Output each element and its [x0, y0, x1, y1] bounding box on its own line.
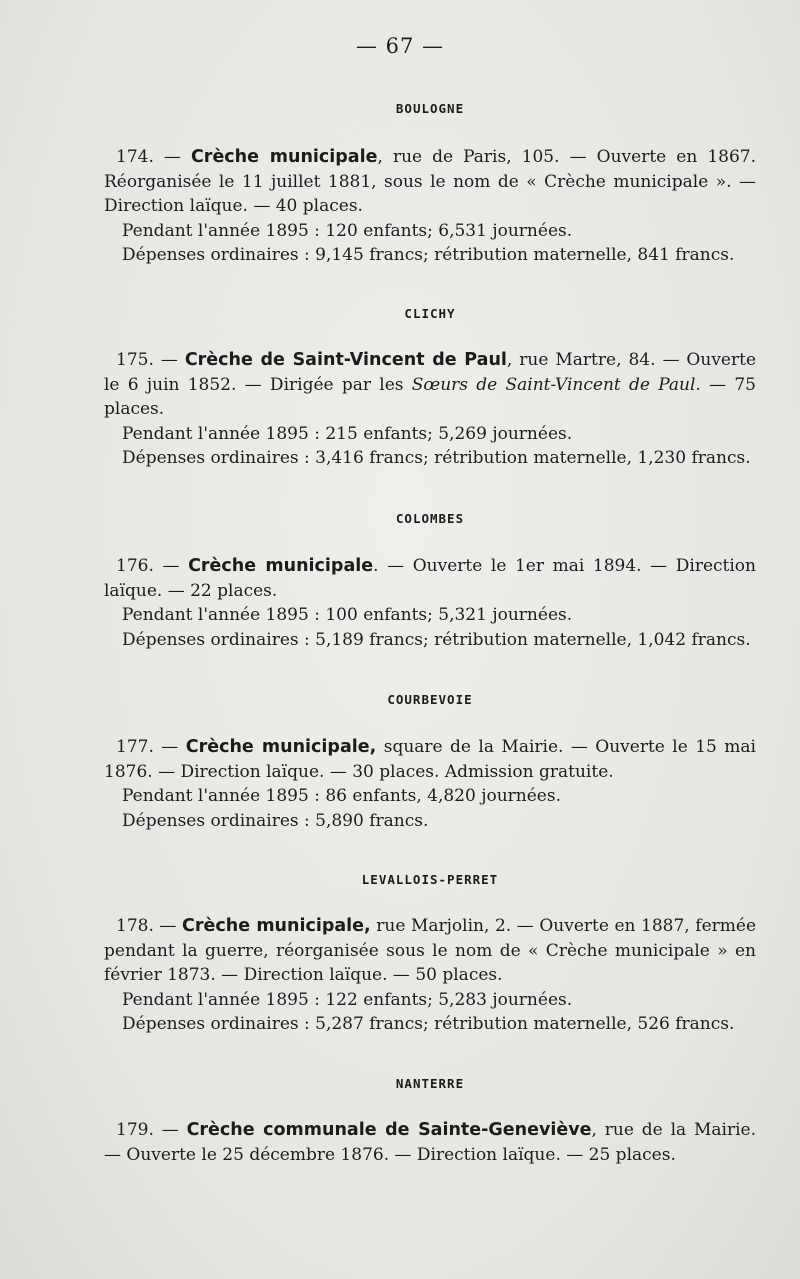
- entry-175-text-end: — 75 places.: [104, 374, 756, 419]
- entry-176-text: . — Ouverte le 1er mai 1894. — Direction laïque. — 22 places.: [104, 556, 756, 601]
- entry-175-text: , rue Martre, 84. — Ouverte le 6 juin 1852. — Dirigée par les: [104, 350, 757, 395]
- section-title-boulogne: BOULOGNE: [395, 101, 465, 116]
- entry-179-name: Crèche communale de Sainte-Geneviève: [186, 1120, 592, 1140]
- section-title-courbevoie: COURBEVOIE: [387, 692, 473, 707]
- entry-175-name: Crèche de Saint-Vincent de Paul: [184, 350, 507, 370]
- entry-179-description: [104, 1118, 756, 1167]
- entry-178-stat-attendance: Pendant l'année 1895 : 122 enfants; 5,283 journées.: [122, 989, 573, 1010]
- entry-178-name: Crèche municipale,: [182, 916, 371, 936]
- entry-174-stat-attendance: Pendant l'année 1895 : 120 enfants; 6,531 journées.: [122, 220, 573, 241]
- entry-177-name: Crèche municipale,: [185, 737, 377, 757]
- entry-175-stat-expenses: Dépenses ordinaires : 3,416 francs; rétribution maternelle, 1,230 francs.: [122, 448, 751, 468]
- entry-174: [104, 145, 756, 268]
- section-title-levallois-perret: LEVALLOIS-PERRET: [361, 872, 499, 887]
- entry-178: [104, 914, 756, 1037]
- entry-178-number: 178. —: [116, 916, 177, 936]
- entry-175-number: 175. —: [116, 350, 178, 370]
- entry-179-number: 179. —: [116, 1120, 179, 1140]
- entry-177-stat-expenses: Dépenses ordinaires : 5,890 francs.: [122, 810, 429, 831]
- entry-179-text: , rue de la Mairie. — Ouverte le 25 décembre 1876. — Direction laïque. — 25 places.: [104, 1120, 756, 1165]
- entry-178-description: [104, 914, 756, 988]
- entry-174-description: [104, 145, 756, 219]
- entry-176-stat-expenses: Dépenses ordinaires : 5,189 francs; rétribution maternelle, 1,042 francs.: [122, 629, 751, 650]
- entry-178-text: rue Marjolin, 2. — Ouverte en 1887, fermée pendant la guerre, réorganisée sous le nom de « Crèche municipale » en février 1873. — Direction laïque. — 50 places.: [104, 916, 757, 985]
- entry-176-name: Crèche municipale: [188, 556, 374, 576]
- entry-176-description: [104, 554, 756, 603]
- section-title-clichy: CLICHY: [404, 306, 456, 321]
- entry-178-stat-expenses: Dépenses ordinaires : 5,287 francs; rétribution maternelle, 526 francs.: [122, 1014, 735, 1034]
- section-title-nanterre: NANTERRE: [395, 1076, 465, 1091]
- entry-177: [104, 735, 756, 833]
- entry-175-stat-attendance: Pendant l'année 1895 : 215 enfants; 5,269 journées.: [122, 423, 573, 444]
- entry-176-number: 176. —: [116, 556, 180, 576]
- entry-175-directors: Sœurs de Saint-Vincent de Paul.: [411, 374, 701, 395]
- page-number: — 67 —: [355, 34, 445, 58]
- entry-177-stat-attendance: Pendant l'année 1895 : 86 enfants, 4,820 journées.: [122, 786, 561, 806]
- entry-177-description: [104, 735, 756, 784]
- entry-176-stat-attendance: Pendant l'année 1895 : 100 enfants; 5,321 journées.: [122, 605, 573, 625]
- entry-175-description: [104, 348, 756, 422]
- entry-176: [104, 554, 756, 652]
- entry-179: [104, 1118, 756, 1167]
- entry-177-text: square de la Mairie. — Ouverte le 15 mai 1876. — Direction laïque. — 30 places. Admission gratuite.: [104, 737, 756, 782]
- entry-174-stat-expenses: Dépenses ordinaires : 9,145 francs; rétribution maternelle, 841 francs.: [122, 245, 735, 265]
- entry-177-number: 177. —: [116, 737, 179, 757]
- entry-174-text: , rue de Paris, 105. — Ouverte en 1867. Réorganisée le 11 juillet 1881, sous le nom de « Crèche municipale ». — Direction laïque. — 40 places.: [104, 147, 756, 216]
- entry-174-name: Crèche municipale: [190, 147, 378, 167]
- entry-175: [104, 348, 756, 471]
- section-title-colombes: COLOMBES: [395, 511, 465, 526]
- entry-174-number: 174. —: [116, 147, 181, 167]
